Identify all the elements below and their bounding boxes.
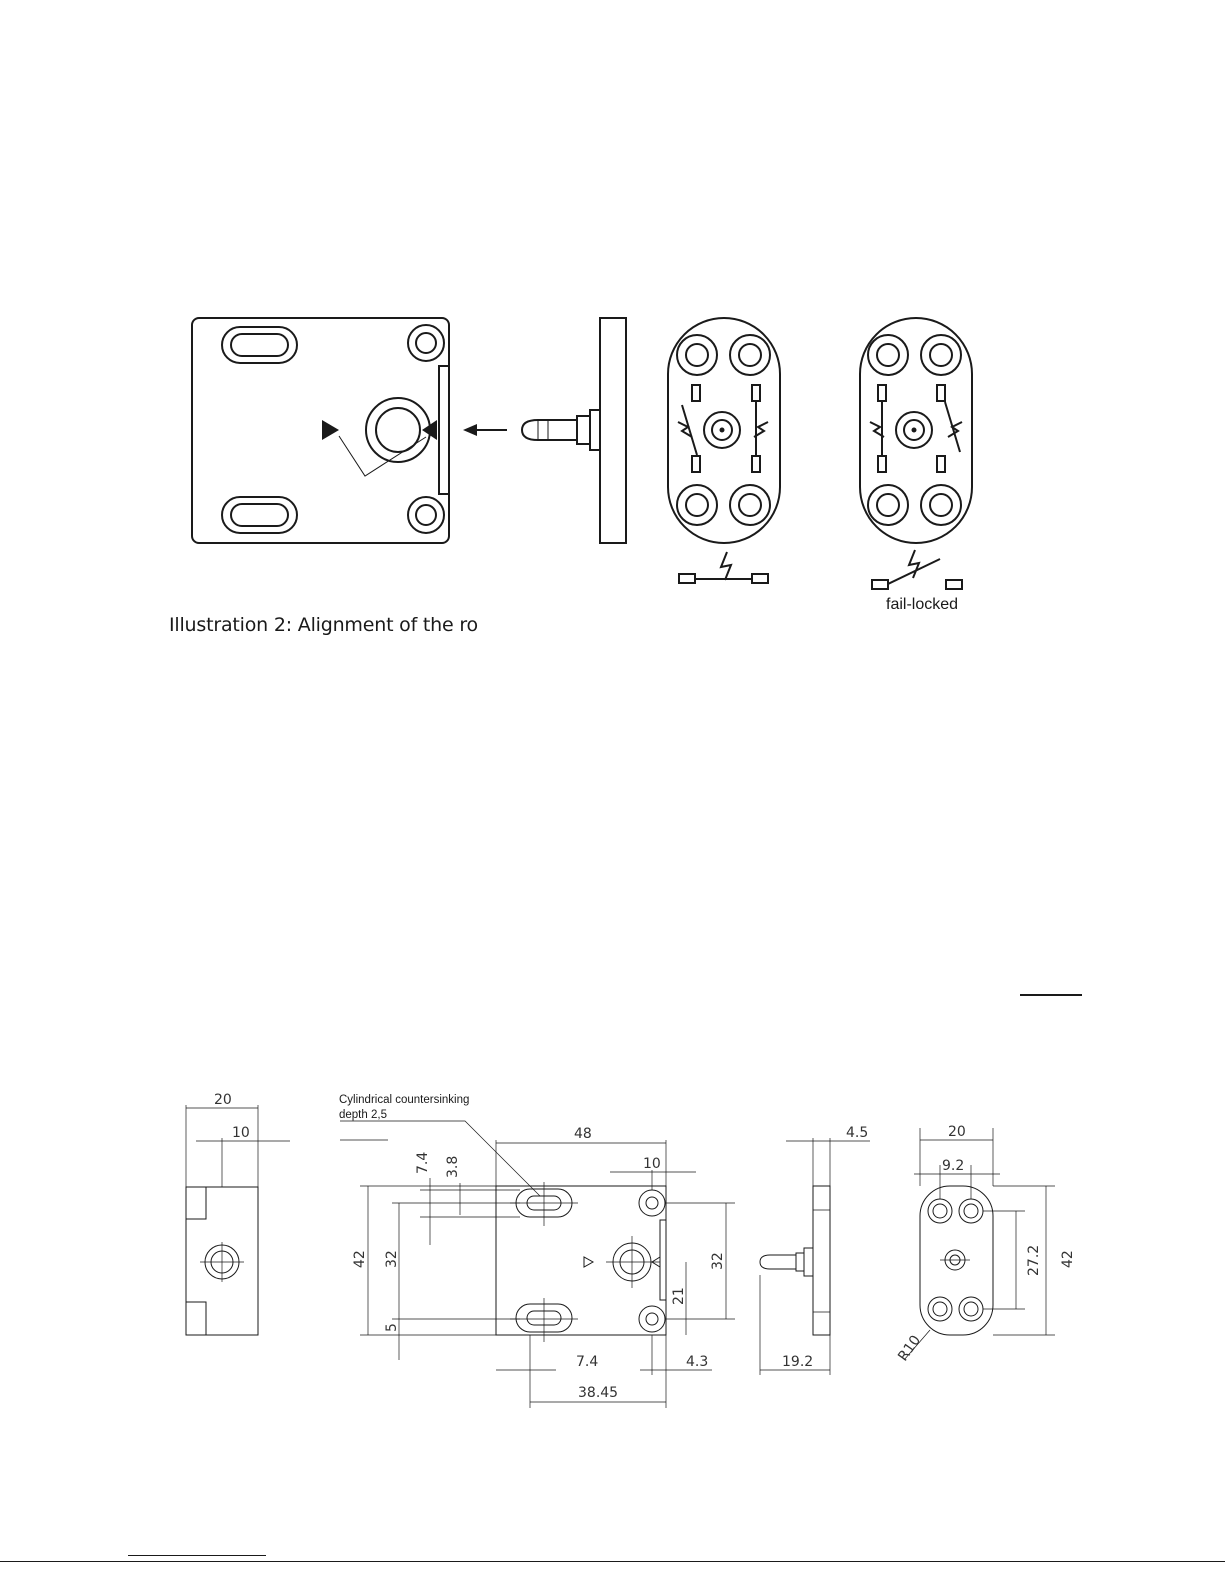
dim-end-r10: R10 [895,1332,925,1365]
dim-pitch-32: 32 [384,1250,400,1268]
dim-hole-offset: 10 [643,1156,661,1172]
dim-edge-5: 5 [384,1323,400,1332]
dim-act-4-5: 4.5 [846,1125,869,1141]
dim-right-21: 21 [671,1287,687,1305]
dim-side-width: 20 [214,1092,232,1108]
dim-right-32: 32 [710,1252,726,1270]
dim-slot-7-4: 7.4 [415,1151,431,1174]
dim-act-19-2: 19.2 [782,1354,814,1370]
dim-bottom-4-3: 4.3 [686,1354,709,1370]
view-actuator-face [904,1128,1055,1360]
dim-body-width: 48 [574,1126,592,1142]
dim-bottom-7-4: 7.4 [576,1354,599,1370]
dim-end-9-2: 9.2 [942,1158,965,1174]
dim-slot-3-8: 3.8 [445,1155,461,1178]
dim-end-20: 20 [948,1124,966,1140]
footer-link-underline[interactable] [128,1555,266,1556]
note-countersink-line1: Cylindrical countersinking [339,1094,470,1106]
dim-side-offset: 10 [232,1125,250,1141]
view-actuator-side [760,1138,870,1375]
footer-rule [0,1561,1225,1562]
note-countersink-line2: depth 2,5 [339,1109,387,1121]
dim-height-42: 42 [352,1250,368,1268]
dim-bottom-38-45: 38.45 [578,1385,619,1401]
dim-end-42: 42 [1060,1250,1076,1268]
dim-end-27-2: 27.2 [1026,1244,1042,1276]
fail-locked-label: fail-locked [886,596,959,613]
illustration-caption: Illustration 2: Alignment of the ro [169,614,478,636]
